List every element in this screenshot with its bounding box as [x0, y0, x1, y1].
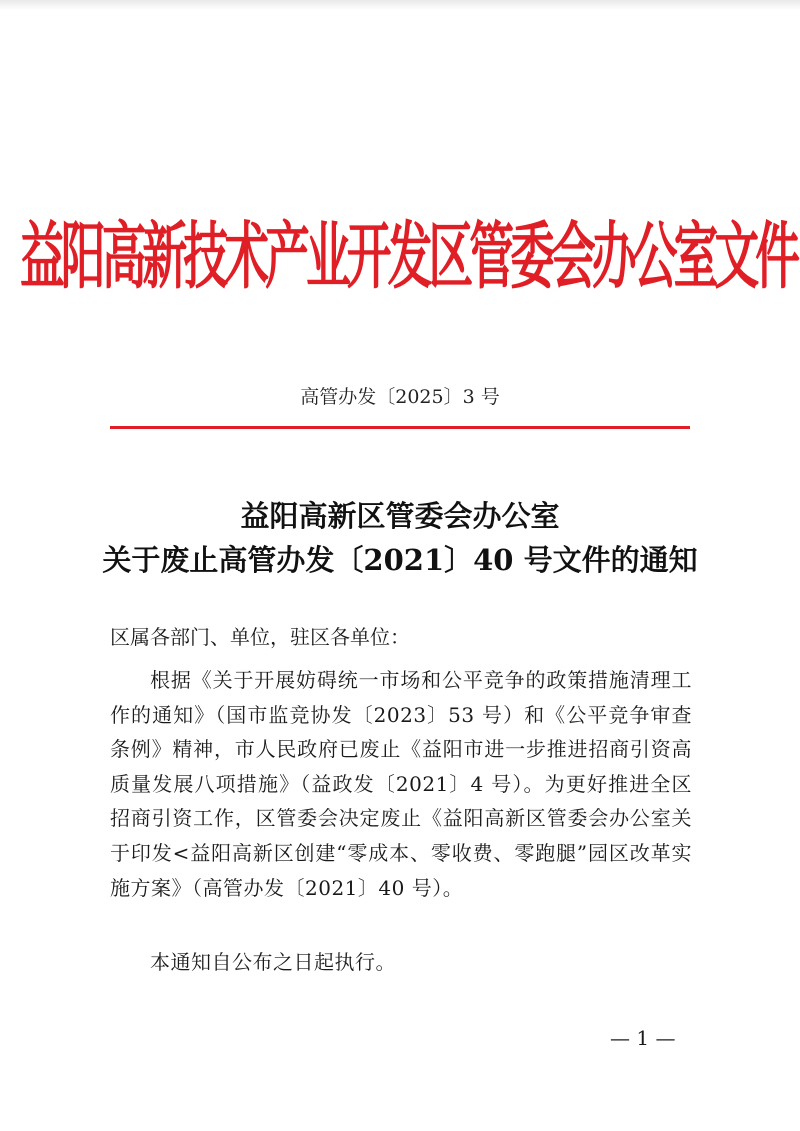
issuer-header-title: 益阳高新技术产业开发区管委会办公室文件 — [20, 214, 797, 300]
notice-title — [0, 494, 800, 582]
scan-top-edge — [0, 0, 800, 10]
notice-title-line-2: 关于废止高管办发〔2021〕40 号文件的通知 — [102, 543, 698, 577]
body-paragraph-effective-date: 本通知自公布之日起执行。 — [150, 950, 396, 974]
red-divider-line — [110, 426, 690, 429]
notice-title-line-1: 益阳高新区管委会办公室 — [240, 499, 560, 533]
body-paragraph: 根据《关于开展妨碍统一市场和公平竞争的政策措施清理工作的通知》（国市监竞协发〔2023〕53 号）和《公平竞争审查条例》精神，市人民政府已废止《益阳市进一步推进招商引资高质量发展八项措施》（益政发〔2021〕4 号）。为更好推进全区招商引资工作，区管委会决定废止《益阳高新区管委会办公室关于印发<益阳高新区创建“零成本、零收费、零跑腿”园区改革实施方案》（高管办发〔2021〕40 号）。 — [110, 668, 692, 900]
document-number: 高管办发〔2025〕3 号 — [300, 386, 500, 408]
page-number: — 1 — — [610, 1026, 676, 1050]
addressee-line: 区属各部门、单位，驻区各单位： — [110, 625, 410, 649]
